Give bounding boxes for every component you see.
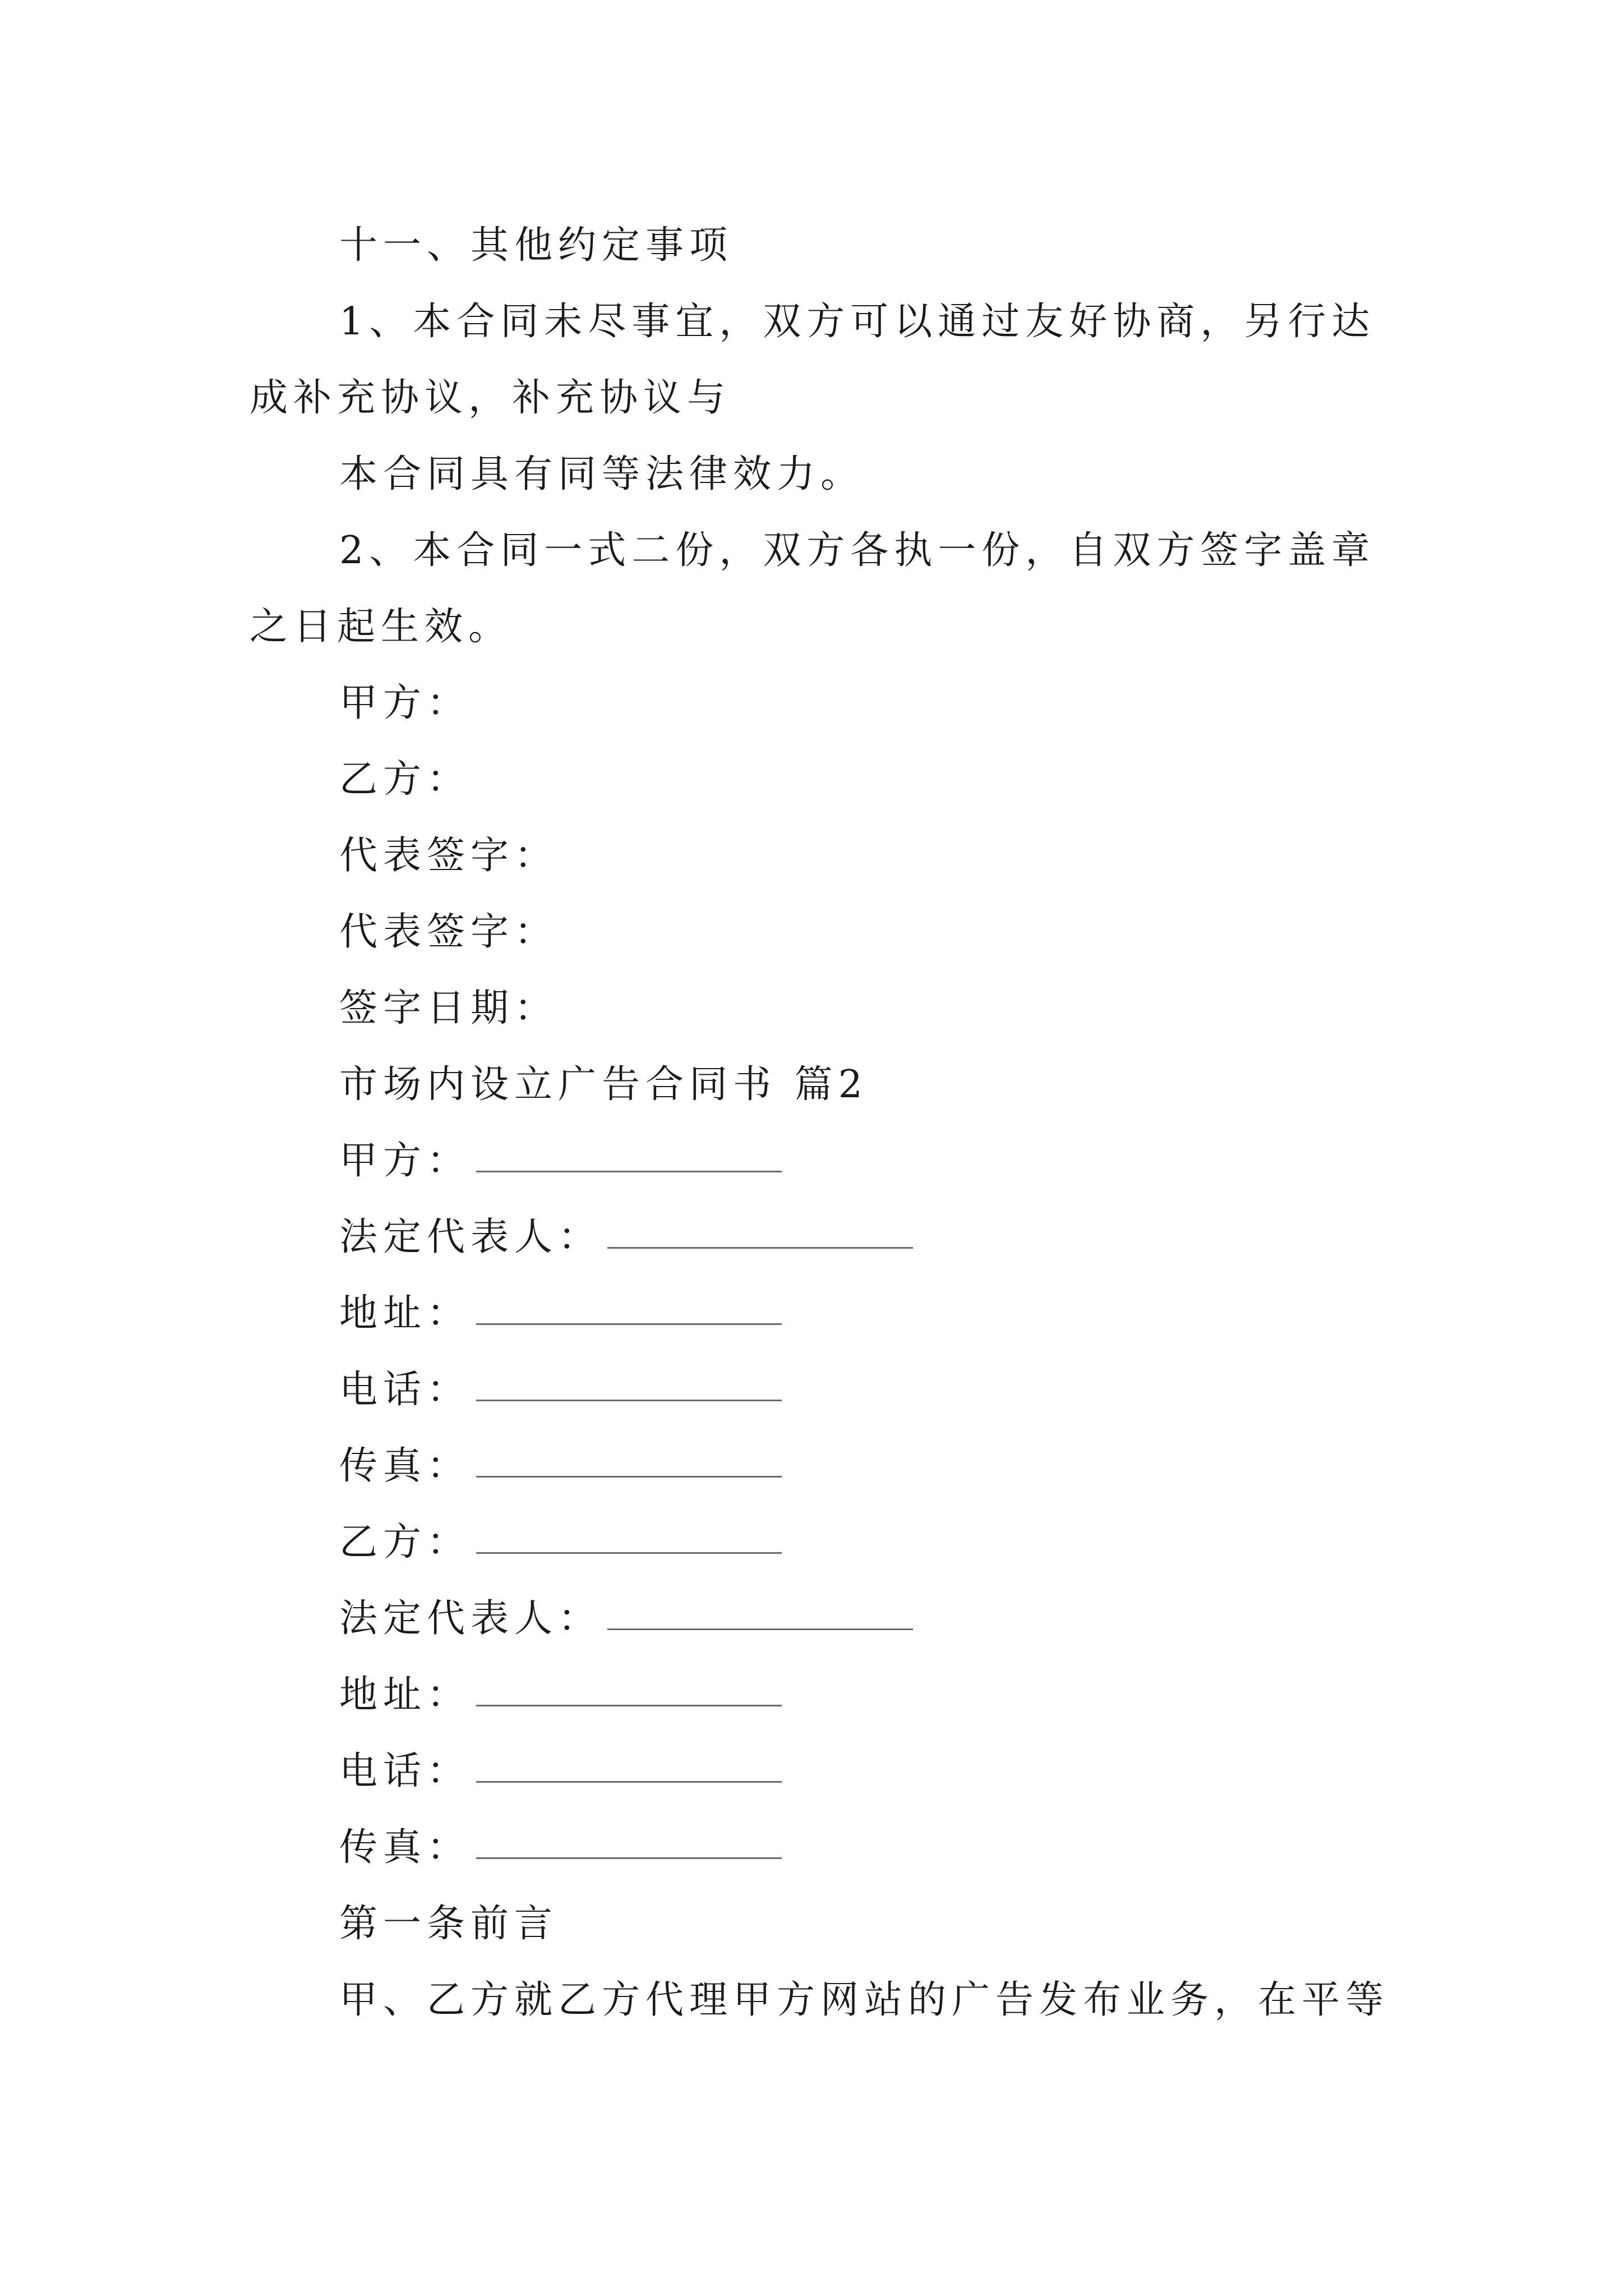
clause-2-line-2: 之日起生效。 bbox=[250, 605, 513, 649]
party-a-legal-rep-label: 法定代表人： bbox=[339, 1215, 602, 1259]
party-b-address-label: 地址： bbox=[339, 1673, 471, 1717]
clause-2-line-1: 2、本合同一式二份，双方各执一份，自双方签字盖章 bbox=[339, 528, 1376, 573]
party-b-fax-blank bbox=[476, 1855, 782, 1859]
party-a-phone-row bbox=[250, 1352, 1388, 1428]
party-a-address-row bbox=[250, 1276, 1388, 1352]
party-b-legal-rep-label: 法定代表人： bbox=[339, 1596, 602, 1641]
document-body bbox=[250, 208, 1388, 2039]
signature-date: 签字日期： bbox=[339, 986, 559, 1030]
party-b-phone-label: 电话： bbox=[339, 1749, 471, 1793]
party-b-phone-row bbox=[250, 1733, 1388, 1810]
party-b-name-row bbox=[250, 1504, 1388, 1581]
party-b-name-blank bbox=[476, 1550, 782, 1554]
article-1-text: 甲、乙方就乙方代理甲方网站的广告发布业务，在平等 bbox=[339, 1978, 1390, 2022]
party-b-address-row bbox=[250, 1657, 1388, 1733]
party-a-legal-rep-blank bbox=[607, 1245, 913, 1249]
article-1-title: 第一条前言 bbox=[339, 1902, 559, 1946]
signature-party-b: 乙方： bbox=[339, 757, 471, 802]
party-b-legal-rep-blank bbox=[607, 1626, 913, 1630]
party-a-fax-label: 传真： bbox=[339, 1444, 471, 1488]
clause-1-line-1: 1、本合同未尽事宜，双方可以通过友好协商，另行达 bbox=[339, 300, 1376, 344]
party-a-fax-blank bbox=[476, 1474, 782, 1478]
party-a-address-label: 地址： bbox=[339, 1291, 471, 1336]
party-a-name-label: 甲方： bbox=[339, 1139, 471, 1183]
party-a-name-row bbox=[250, 1123, 1388, 1199]
party-a-phone-label: 电话： bbox=[339, 1368, 471, 1412]
section-heading: 十一、其他约定事项 bbox=[339, 223, 734, 268]
party-a-fax-row bbox=[250, 1428, 1388, 1504]
party-a-name-blank bbox=[476, 1168, 782, 1172]
signature-representative-1: 代表签字： bbox=[339, 834, 559, 878]
signature-party-a: 甲方： bbox=[339, 681, 471, 725]
party-b-legal-rep-row bbox=[250, 1581, 1388, 1657]
party-b-fax-row bbox=[250, 1810, 1388, 1886]
party-a-address-blank bbox=[476, 1321, 782, 1325]
party-a-legal-rep-row bbox=[250, 1199, 1388, 1276]
party-b-name-label: 乙方： bbox=[339, 1520, 471, 1565]
clause-1-line-2: 成补充协议，补充协议与 bbox=[250, 376, 731, 420]
party-a-phone-blank bbox=[476, 1397, 782, 1401]
clause-1-line-3: 本合同具有同等法律效力。 bbox=[339, 452, 865, 496]
party-b-address-blank bbox=[476, 1703, 782, 1706]
party-b-fax-label: 传真： bbox=[339, 1825, 471, 1870]
signature-representative-2: 代表签字： bbox=[339, 910, 559, 954]
party-b-phone-blank bbox=[476, 1779, 782, 1783]
part-2-title: 市场内设立广告合同书 篇2 bbox=[339, 1062, 868, 1107]
